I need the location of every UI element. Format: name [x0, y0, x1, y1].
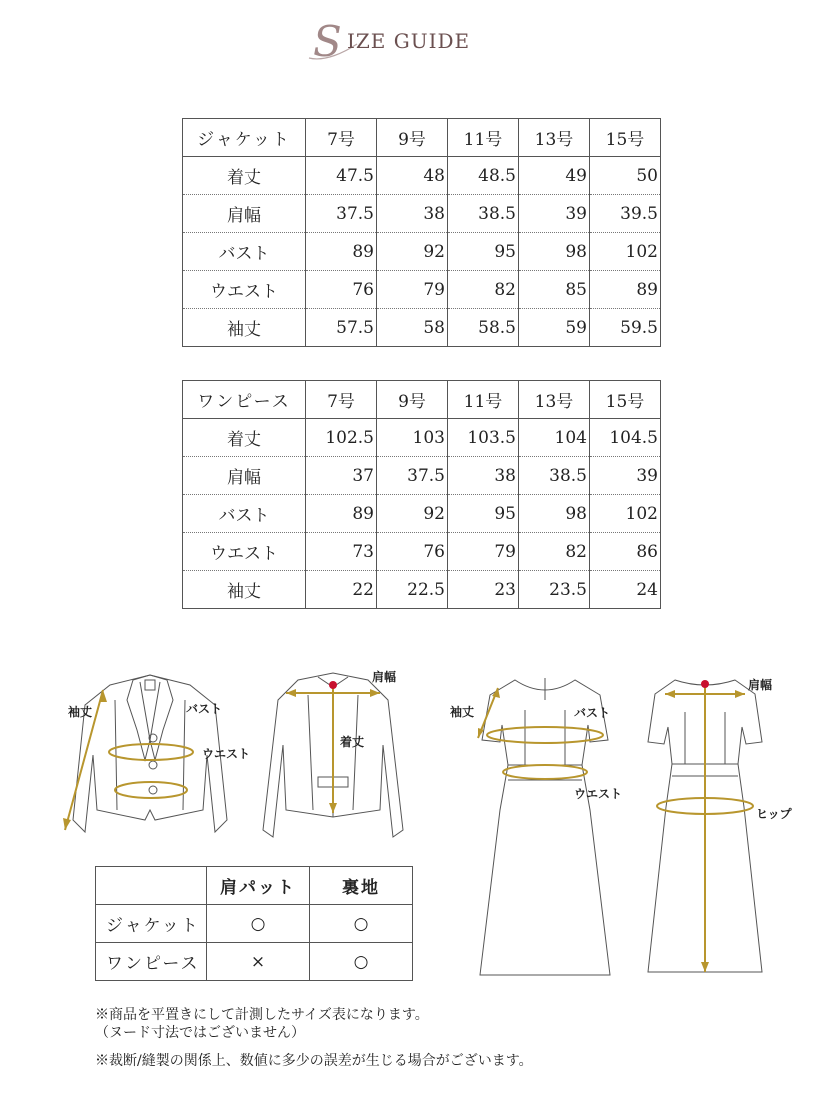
cell-value: 37.5 [306, 195, 377, 233]
cell-value: 48 [377, 157, 448, 195]
table-row [183, 571, 661, 609]
cell-value: 50 [590, 157, 661, 195]
cell-value: 58 [377, 309, 448, 347]
row-label: ウエスト [183, 533, 306, 571]
table-row [183, 157, 661, 195]
table-row [183, 195, 661, 233]
cell-value: 38.5 [448, 195, 519, 233]
cell-value: 79 [377, 271, 448, 309]
label-hip: ヒップ [756, 807, 792, 821]
title-rest: IZE GUIDE [347, 29, 471, 53]
page-title [0, 18, 830, 68]
table-row [183, 495, 661, 533]
row-label: バスト [183, 495, 306, 533]
label-shoulder-width: 肩幅 [748, 678, 773, 692]
cell-value: ○ [310, 905, 413, 943]
cell-value: × [207, 943, 310, 981]
size-header: 7号 [306, 381, 377, 419]
row-label: バスト [183, 233, 306, 271]
table-row [183, 309, 661, 347]
note-line-1: ※商品を平置きにして計測したサイズ表になります。 [95, 1007, 429, 1023]
cell-value: 37 [306, 457, 377, 495]
cell-value: 24 [590, 571, 661, 609]
table-row [183, 457, 661, 495]
table-corner-label: ジャケット [183, 119, 306, 157]
jacket-back-illustration [258, 665, 408, 845]
note-line-2: （ヌード寸法ではございません） [95, 1025, 305, 1041]
table-header-row [183, 381, 661, 419]
table-row [183, 271, 661, 309]
cell-value: 39 [590, 457, 661, 495]
size-header: 11号 [448, 119, 519, 157]
cell-value: 22.5 [377, 571, 448, 609]
cell-value: 38 [377, 195, 448, 233]
cell-value: 89 [590, 271, 661, 309]
cell-value: 102 [590, 233, 661, 271]
row-label: 袖丈 [183, 571, 306, 609]
cell-value: 85 [519, 271, 590, 309]
label-bust: バスト [186, 702, 223, 716]
cell-value: ○ [310, 943, 413, 981]
row-label: 着丈 [183, 157, 306, 195]
cell-value: 47.5 [306, 157, 377, 195]
onepiece-size-table [182, 380, 661, 609]
row-label: 肩幅 [183, 195, 306, 233]
label-sleeve-length: 袖丈 [68, 705, 93, 719]
cell-value: 82 [448, 271, 519, 309]
table-row [183, 533, 661, 571]
option-header: 裏地 [310, 867, 413, 905]
cell-value: 92 [377, 495, 448, 533]
cell-value: 23.5 [519, 571, 590, 609]
option-header: 肩パット [207, 867, 310, 905]
cell-value: 59.5 [590, 309, 661, 347]
cell-value: 104 [519, 419, 590, 457]
cell-value: 92 [377, 233, 448, 271]
options-table [95, 866, 413, 981]
table-row [183, 233, 661, 271]
cell-value: 102.5 [306, 419, 377, 457]
cell-value: 48.5 [448, 157, 519, 195]
cell-value: 95 [448, 495, 519, 533]
table-row [183, 419, 661, 457]
table-row [96, 943, 413, 981]
title-initial: S [313, 18, 342, 66]
size-header: 7号 [306, 119, 377, 157]
label-sleeve-length: 袖丈 [450, 705, 475, 719]
size-header: 9号 [377, 381, 448, 419]
cell-value: 82 [519, 533, 590, 571]
row-label: 肩幅 [183, 457, 306, 495]
row-label: ウエスト [183, 271, 306, 309]
cell-value: 104.5 [590, 419, 661, 457]
cell-value: 103.5 [448, 419, 519, 457]
cell-value: 57.5 [306, 309, 377, 347]
row-label: ワンピース [96, 943, 207, 981]
cell-value: 76 [377, 533, 448, 571]
cell-value: 79 [448, 533, 519, 571]
label-bust: バスト [574, 706, 611, 720]
note-line-3: ※裁断/縫製の関係上、数値に多少の誤差が生じる場合がございます。 [95, 1053, 533, 1069]
cell-value: 23 [448, 571, 519, 609]
size-header: 15号 [590, 381, 661, 419]
table-row [96, 905, 413, 943]
cell-value: 89 [306, 495, 377, 533]
dress-back-illustration [640, 672, 773, 982]
label-waist: ウエスト [202, 747, 251, 761]
table-header-row [96, 867, 413, 905]
row-label: 袖丈 [183, 309, 306, 347]
size-header: 13号 [519, 381, 590, 419]
cell-value: 73 [306, 533, 377, 571]
cell-value: 86 [590, 533, 661, 571]
marker-dot [701, 680, 709, 688]
size-header: 13号 [519, 119, 590, 157]
cell-value: 59 [519, 309, 590, 347]
cell-value: ○ [207, 905, 310, 943]
cell-value: 22 [306, 571, 377, 609]
cell-value: 49 [519, 157, 590, 195]
cell-value: 39 [519, 195, 590, 233]
size-header: 9号 [377, 119, 448, 157]
cell-value: 38 [448, 457, 519, 495]
row-label: ジャケット [96, 905, 207, 943]
cell-value: 39.5 [590, 195, 661, 233]
cell-value: 58.5 [448, 309, 519, 347]
table-corner [96, 867, 207, 905]
cell-value: 95 [448, 233, 519, 271]
size-header: 11号 [448, 381, 519, 419]
label-shoulder-width: 肩幅 [372, 670, 397, 684]
cell-value: 103 [377, 419, 448, 457]
table-corner-label: ワンピース [183, 381, 306, 419]
label-length: 着丈 [340, 735, 365, 749]
cell-value: 102 [590, 495, 661, 533]
cell-value: 98 [519, 233, 590, 271]
table-header-row [183, 119, 661, 157]
jacket-size-table [182, 118, 661, 347]
cell-value: 98 [519, 495, 590, 533]
marker-dot [329, 681, 337, 689]
cell-value: 89 [306, 233, 377, 271]
label-waist: ウエスト [574, 787, 623, 801]
cell-value: 37.5 [377, 457, 448, 495]
cell-value: 38.5 [519, 457, 590, 495]
row-label: 着丈 [183, 419, 306, 457]
size-header: 15号 [590, 119, 661, 157]
cell-value: 76 [306, 271, 377, 309]
